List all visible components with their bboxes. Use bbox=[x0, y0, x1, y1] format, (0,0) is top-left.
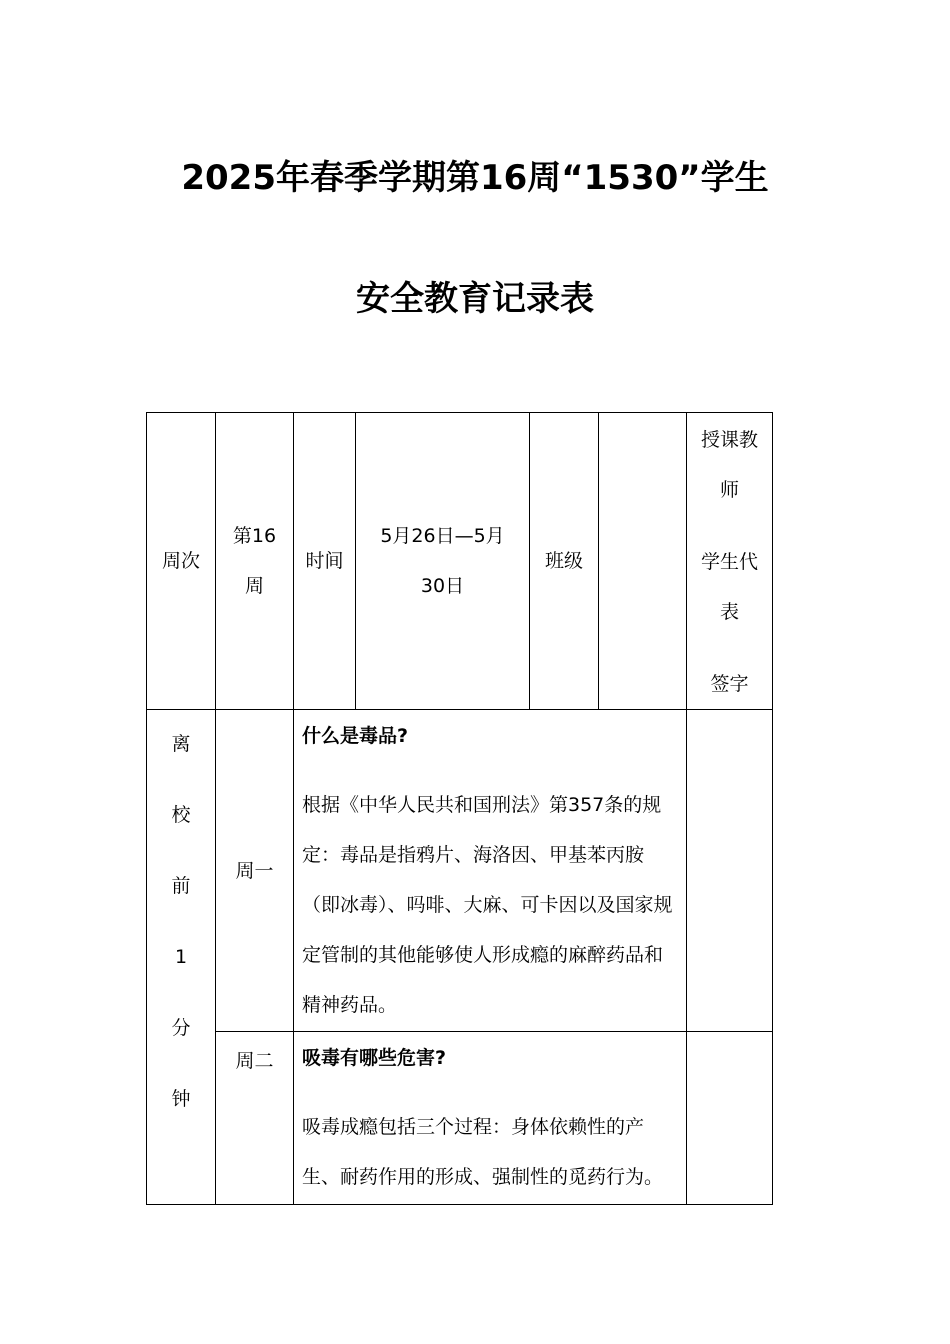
week-value-line-1: 第16 bbox=[232, 525, 277, 547]
time-value-cell bbox=[356, 413, 530, 710]
week-value-line-2: 周 bbox=[244, 575, 264, 597]
side-label-char: 1 bbox=[174, 946, 188, 968]
side-label-char: 前 bbox=[171, 875, 191, 897]
day-cell bbox=[216, 1032, 294, 1205]
side-label-char: 钟 bbox=[171, 1088, 191, 1110]
side-label-char: 校 bbox=[171, 804, 191, 826]
class-value-cell[interactable] bbox=[599, 413, 687, 710]
signer-header-cell bbox=[687, 413, 773, 710]
signer-line-3: 学生代 bbox=[700, 551, 758, 573]
week-value-cell bbox=[216, 413, 294, 710]
header-row bbox=[147, 413, 773, 710]
lesson-content-cell bbox=[294, 1032, 687, 1205]
table-row bbox=[147, 1032, 773, 1205]
day-label: 周二 bbox=[235, 1050, 274, 1072]
record-table bbox=[146, 412, 773, 1205]
side-label-char: 离 bbox=[171, 733, 191, 755]
signer-line-1: 授课教 bbox=[700, 429, 758, 451]
class-label: 班级 bbox=[544, 550, 583, 572]
class-label-cell bbox=[530, 413, 599, 710]
week-label: 周次 bbox=[161, 550, 200, 572]
signature-cell[interactable] bbox=[687, 1032, 773, 1205]
day-cell bbox=[216, 710, 294, 1032]
lesson-body: 根据《中华人民共和国刑法》第357条的规定：毒品是指鸦片、海洛因、甲基苯丙胺（即冰毒）、吗啡、大麻、可卡因以及国家规定管制的其他能够使人形成瘾的麻醉药品和精神药品。 bbox=[302, 794, 673, 1016]
lesson-body: 吸毒成瘾包括三个过程：身体依赖性的产生、耐药作用的形成、强制性的觅药行为。 bbox=[302, 1116, 664, 1188]
side-label-char: 分 bbox=[171, 1017, 191, 1039]
signature-cell[interactable] bbox=[687, 710, 773, 1032]
time-value-line-1: 5月26日—5月 bbox=[380, 525, 505, 547]
lesson-content-cell bbox=[294, 710, 687, 1032]
lesson-question: 什么是毒品? bbox=[302, 725, 409, 747]
page-title-line-2: 安全教育记录表 bbox=[356, 279, 594, 319]
page-title-line-1: 2025年春季学期第16周“1530”学生 bbox=[181, 158, 769, 198]
table-row bbox=[147, 710, 773, 1032]
signer-line-2: 师 bbox=[719, 479, 739, 501]
lesson-question: 吸毒有哪些危害? bbox=[302, 1047, 447, 1069]
week-label-cell bbox=[147, 413, 216, 710]
signer-line-5: 签字 bbox=[710, 673, 749, 695]
time-value-line-2: 30日 bbox=[420, 575, 465, 597]
day-label: 周一 bbox=[235, 859, 274, 882]
time-label: 时间 bbox=[305, 550, 344, 572]
time-label-cell bbox=[294, 413, 356, 710]
side-label-cell bbox=[147, 710, 216, 1205]
signer-line-4: 表 bbox=[719, 601, 739, 623]
